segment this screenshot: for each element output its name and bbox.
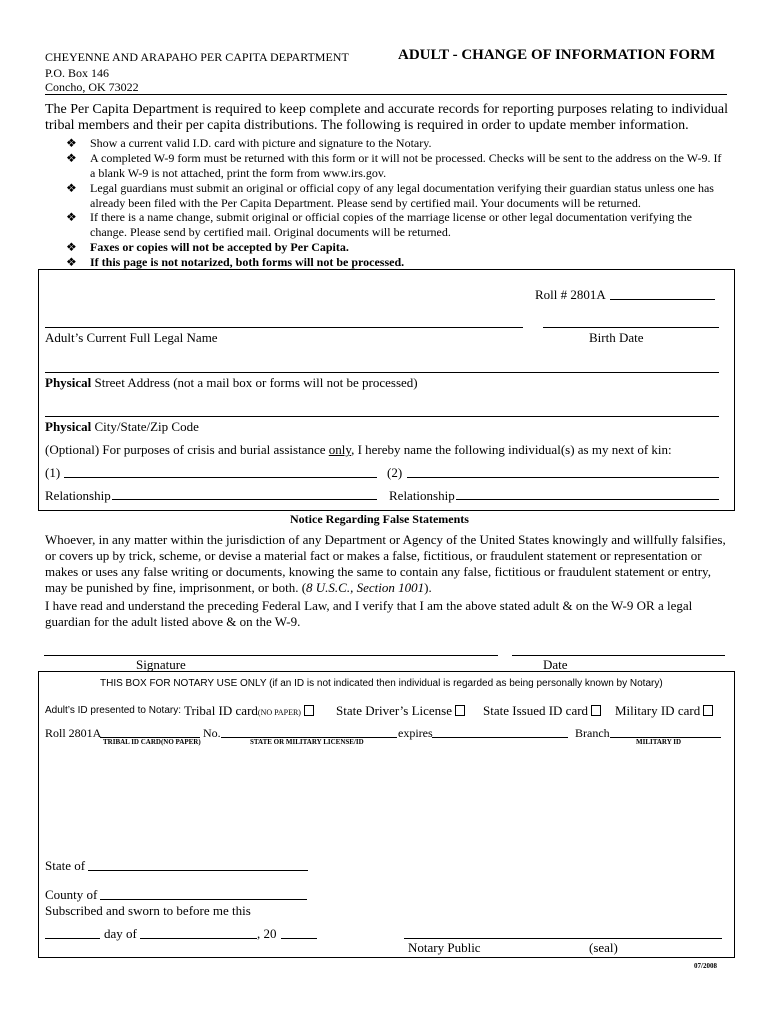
year-prefix: , 20 [257,926,277,941]
date-field[interactable] [512,655,725,656]
tribal-id-checkbox[interactable] [304,705,314,716]
street-address-label: Physical Street Address (not a mail box or forms will not be processed) [45,375,418,390]
state-id-sublabel: STATE OR MILITARY LICENSE/ID [250,738,364,746]
dept-name: CHEYENNE AND ARAPAHO PER CAPITA DEPARTMENT [45,50,349,64]
form-version: 07/2008 [694,962,717,970]
expires-field[interactable] [432,737,568,738]
kin-2-field[interactable] [407,477,719,478]
no-label: No. [203,726,221,740]
branch-label: Branch [575,726,610,740]
city-state-zip-field[interactable] [45,416,719,417]
tribal-id-sublabel: TRIBAL ID CARD(NO PAPER) [103,738,201,746]
county-of-label: County of [45,887,98,902]
option-military-id[interactable]: Military ID card [615,703,713,719]
option-tribal-id[interactable]: Tribal ID card(NO PAPER) [184,703,314,721]
verify-statement: I have read and understand the preceding Federal Law, and I verify that I am the above stated adult & on the W-9 OR a legal guardian for the adult listed above & on the W-9. [45,598,693,629]
kin-2-label: (2) [387,465,403,480]
date-label: Date [543,657,568,672]
relationship-2-label: Relationship [389,488,455,503]
subscribed-text: Subscribed and sworn to before me this [45,903,251,918]
state-of-field[interactable] [88,870,308,871]
roll-label: Roll # 2801A [535,287,606,302]
state-of-label: State of [45,858,86,873]
bullet-icon: ❖ [66,240,77,254]
state-license-checkbox[interactable] [455,705,465,716]
notice-body: Whoever, in any matter within the jurisdiction of any Department or Agency of the United States knowingly and willfully falsifies, or covers up by trick, scheme, or devise a material fact or makes a false, fictitious, or fraudulent statement or representation or makes or uses any false writing or documents, knowing the same to contain any false, fictitious or fraudulent statement or entry, may be punished by fine, imprisonment, or both. (8 U.S.C., Section 1001). [45,532,726,595]
bullet-item: Faxes or copies will not be accepted by Per Capita. [90,240,349,254]
bullet-icon: ❖ [66,255,77,269]
bullet-icon: ❖ [66,210,77,224]
notary-public-label: Notary Public [408,940,481,955]
signature-label: Signature [136,657,186,672]
expires-label: expires [398,726,433,740]
bullet-icon: ❖ [66,181,77,195]
po-box: P.O. Box 146 [45,66,110,80]
bullet-icon: ❖ [66,136,77,150]
notary-header: THIS BOX FOR NOTARY USE ONLY (if an ID is not indicated then individual is regarded as being personally known by Notary) [100,678,663,689]
bullet-item: If there is a name change, submit original or official copies of the marriage license or other legal documentation verifying the change. Please send by certified mail. Original documents will be returned. [90,210,692,239]
kin-1-field[interactable] [64,477,377,478]
roll-number-field[interactable] [610,299,715,300]
header-rule [45,94,727,95]
street-address-field[interactable] [45,372,719,373]
county-of-field[interactable] [100,899,307,900]
relationship-2-field[interactable] [456,499,719,500]
intro-text: The Per Capita Department is required to keep complete and accurate records for reporting purposes relating to individual tribal members and their per capita distributions. The following is required in order to update member information. [45,102,729,133]
full-name-field[interactable] [45,327,523,328]
city-state-zip-label: Physical City/State/Zip Code [45,419,199,434]
bullet-item: Legal guardians must submit an original or official copy of any legal documentation verifying their guardian status unless one has already been filed with the Per Capita Department. Please send by certified mail. Your documents will be returned. [90,181,714,210]
option-state-issued-id[interactable]: State Issued ID card [483,703,601,719]
bullet-icon: ❖ [66,151,77,165]
notice-title: Notice Regarding False Statements [290,512,469,526]
military-id-checkbox[interactable] [703,705,713,716]
military-id-sublabel: MILITARY ID [636,738,682,746]
dept-city: Concho, OK 73022 [45,80,139,94]
form-title: ADULT - CHANGE OF INFORMATION FORM [398,47,716,63]
bullet-item: A completed W-9 form must be returned with this form or it will not be processed. Checks will be sent to the address on the W-9. If a blank W-9 is not attached, print the form from www.irs.gov. [90,151,722,180]
month-field[interactable] [140,938,257,939]
day-of-label: day of [104,926,137,941]
seal-label: (seal) [589,940,618,955]
option-state-license[interactable]: State Driver’s License [336,703,465,719]
notary-roll-label: Roll 2801A [45,726,102,740]
id-presented-label: Adult’s ID presented to Notary: [45,705,181,716]
signature-field[interactable] [44,655,498,656]
birth-date-label: Birth Date [589,330,644,345]
relationship-1-field[interactable] [112,499,377,500]
next-of-kin-text: (Optional) For purposes of crisis and burial assistance only, I hereby name the following individual(s) as my next of kin: [45,442,672,457]
day-field[interactable] [45,938,100,939]
kin-1-label: (1) [45,465,61,480]
notary-signature-field[interactable] [404,938,722,939]
full-name-label: Adult’s Current Full Legal Name [45,330,218,345]
bullet-item: If this page is not notarized, both forms will not be processed. [90,255,405,269]
birth-date-field[interactable] [543,327,719,328]
relationship-1-label: Relationship [45,488,111,503]
year-field[interactable] [281,938,317,939]
state-issued-id-checkbox[interactable] [591,705,601,716]
bullet-item: Show a current valid I.D. card with picture and signature to the Notary. [90,136,432,150]
